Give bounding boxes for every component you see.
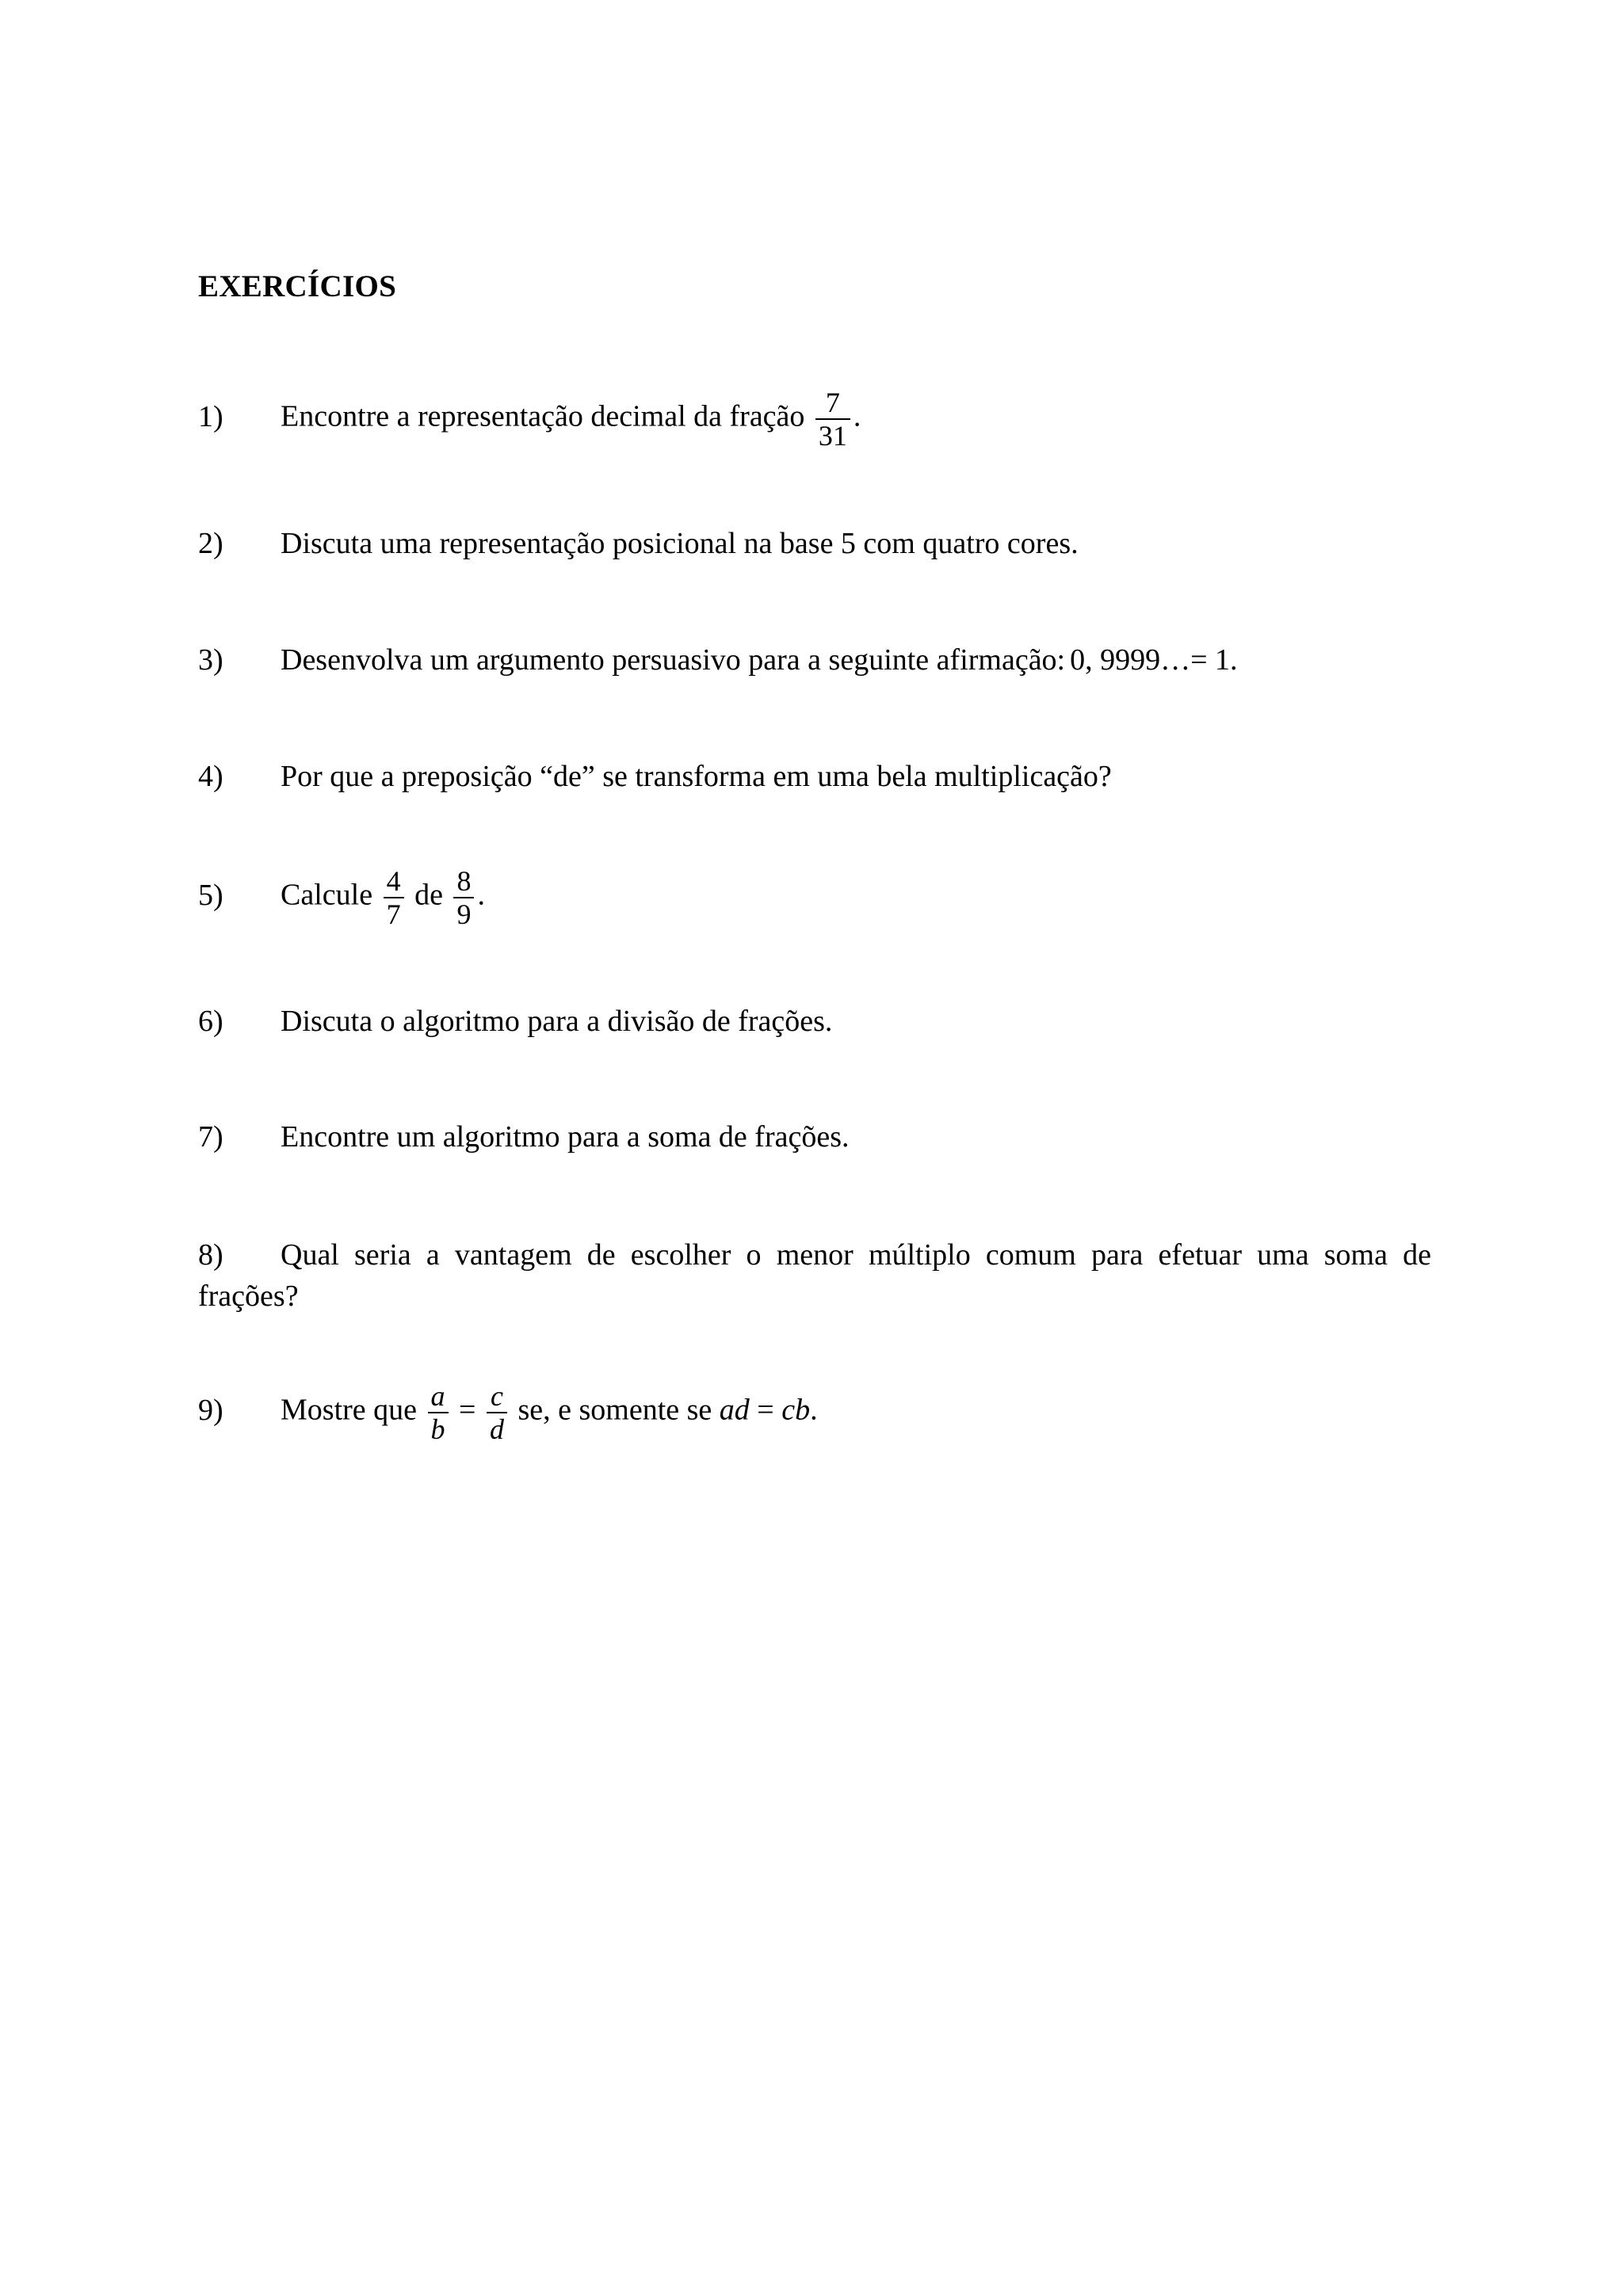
fraction-1 (428, 1382, 449, 1444)
exercise-connector: se, e somente se (517, 1393, 712, 1427)
fraction-denominator: d (489, 1413, 504, 1445)
fraction-numerator: c (487, 1382, 507, 1413)
exercise-1 (198, 388, 861, 450)
exercise-7 (198, 1122, 850, 1152)
exercise-text: Discuta o algoritmo para a divisão de frações. (281, 1005, 833, 1038)
exercise-number: 3) (198, 643, 223, 677)
fraction-numerator: 8 (453, 867, 474, 898)
exercise-text: Encontre a representação decimal da fração (281, 399, 805, 433)
exercise-text: Por que a preposição “de” se transforma em uma bela multiplicação? (281, 760, 1112, 793)
math-term-ad: ad (719, 1393, 750, 1427)
fraction-denominator: 7 (386, 898, 401, 930)
fraction-2 (487, 1382, 507, 1444)
exercise-5 (198, 867, 485, 929)
fraction-numerator: a (428, 1382, 449, 1413)
exercise-end: . (853, 399, 861, 433)
exercise-text: Qual seria a vantagem de escolher o menor múltiplo comum para efetuar uma soma de frações? (198, 1238, 1431, 1313)
exercise-text: Desenvolva um argumento persuasivo para a seguinte afirmação: (281, 643, 1066, 677)
fraction-denominator: 9 (456, 898, 472, 930)
fraction-denominator: b (430, 1413, 445, 1445)
exercise-text: Encontre um algoritmo para a soma de frações. (281, 1120, 850, 1154)
exercise-connector: de (414, 878, 443, 912)
exercise-text: Discuta uma representação posicional na base 5 com quatro cores. (281, 527, 1079, 560)
page-title: EXERCÍCIOS (198, 269, 397, 303)
fraction (815, 388, 850, 450)
fraction-2 (453, 867, 474, 929)
exercise-8 (198, 1234, 1431, 1317)
fraction-denominator: 31 (818, 420, 847, 452)
exercise-end: . (477, 878, 485, 912)
exercise-number: 8) (198, 1238, 223, 1272)
exercise-text: Calcule (281, 878, 373, 912)
exercise-3 (198, 645, 1238, 675)
exercise-number: 7) (198, 1120, 223, 1154)
exercise-math: 0, 9999…= 1. (1070, 643, 1238, 677)
exercise-number: 6) (198, 1005, 223, 1038)
fraction-numerator: 7 (815, 388, 850, 420)
fraction-1 (384, 867, 404, 929)
equals-sign-2: = (757, 1393, 774, 1427)
exercise-number: 2) (198, 527, 223, 560)
exercise-9 (198, 1382, 818, 1444)
exercise-number: 5) (198, 878, 223, 912)
exercise-number: 4) (198, 760, 223, 793)
math-term-cb: cb (781, 1393, 811, 1427)
exercise-number: 1) (198, 399, 223, 433)
exercise-2 (198, 528, 1079, 559)
exercise-4 (198, 761, 1112, 791)
exercise-number: 9) (198, 1393, 223, 1427)
fraction-numerator: 4 (384, 867, 404, 898)
exercise-text: Mostre que (281, 1393, 418, 1427)
equals-sign: = (459, 1393, 476, 1427)
exercise-end: . (810, 1393, 818, 1427)
exercise-6 (198, 1006, 832, 1036)
